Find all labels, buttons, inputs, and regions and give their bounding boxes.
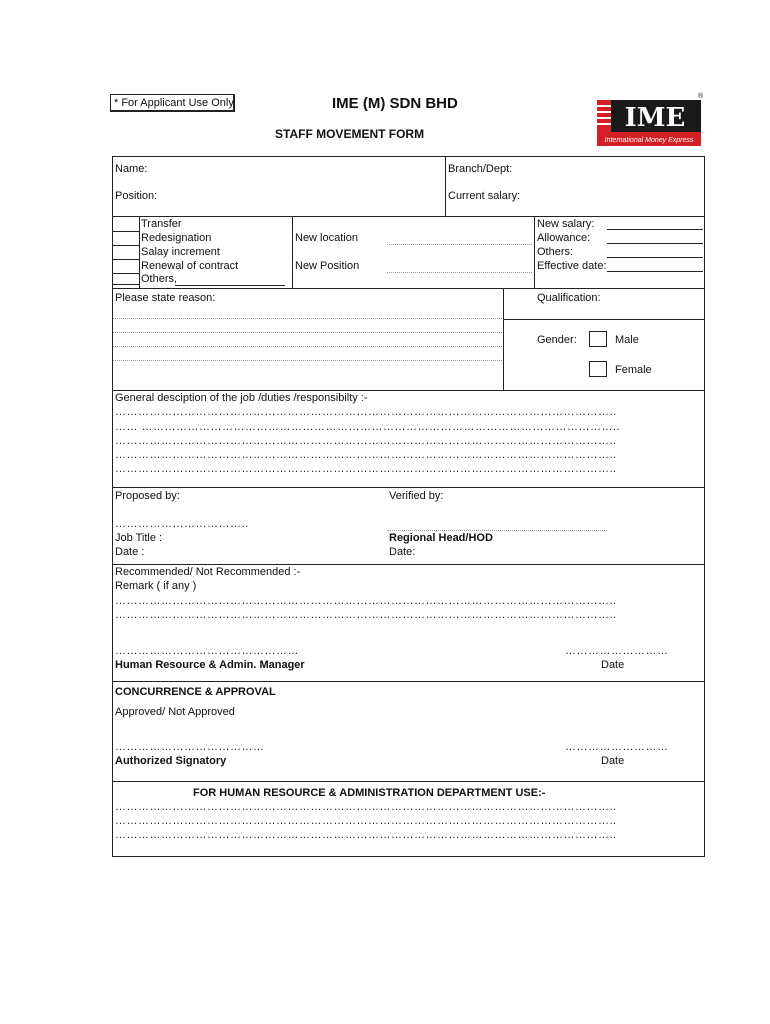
female-checkbox[interactable] [589,361,607,377]
reason-label: Please state reason: [115,292,216,304]
verified-date-label: Date: [389,546,416,558]
remark-line[interactable]: ………………………………………………………………………………………………………………….. [115,609,617,621]
verified-by-label: Verified by: [389,490,444,502]
effective-date-label: Effective date: [537,260,607,272]
remark-line[interactable]: ………………………………………………………………………………………………………………….. [115,595,617,607]
checkbox-others-label: Others, [141,273,178,285]
name-label: Name: [115,163,148,175]
allowance-label: Allowance: [537,232,591,244]
male-checkbox[interactable] [589,331,607,347]
others-field[interactable] [607,257,703,258]
checkbox-redesignation-label: Redesignation [141,232,212,244]
checkbox-transfer-label: Transfer [141,218,182,230]
new-salary-field[interactable] [607,229,703,230]
authorized-signatory-label: Authorized Signatory [115,755,227,767]
divider [112,288,705,289]
reason-line[interactable] [113,318,502,319]
company-name: IME (M) SDN BHD [332,95,458,112]
authorized-signature[interactable]: ………………………………… [115,741,265,753]
divider [112,273,139,274]
recommended-label: Recommended/ Not Recommended :- [115,566,301,578]
gender-label: Gender: [537,334,577,346]
divider [112,781,705,782]
others-salary-label: Others: [537,246,574,258]
divider [292,216,293,288]
divider [139,216,140,288]
date-label: Date : [115,546,145,558]
new-location-label: New location [295,232,358,244]
hr-date-field[interactable]: ……………………… [565,645,669,657]
regional-head-label: Regional Head/HOD [389,532,493,544]
divider [112,231,139,232]
reason-line[interactable] [113,360,502,361]
new-location-field[interactable] [387,244,532,245]
hr-manager-label: Human Resource & Admin. Manager [115,659,305,671]
divider [112,487,705,488]
divider [112,216,705,217]
divider [503,319,705,320]
divider [112,284,139,285]
divider [112,390,705,391]
remark-label: Remark ( if any ) [115,580,197,592]
hr-use-title: FOR HUMAN RESOURCE & ADMINISTRATION DEPARTMENT USE:- [193,787,546,799]
job-line[interactable]: ………………………………………………………………………………………………………………….. [115,463,617,475]
job-line[interactable]: ………………………………………………………………………………………………………………….. [115,435,617,447]
divider [112,259,139,260]
hr-use-line[interactable]: ………………………………………………………………………………………………………………….. [115,815,617,827]
new-salary-label: New salary: [537,218,595,230]
job-line[interactable]: ………………………………………………………………………………………………………………….. [115,406,617,418]
divider [503,288,504,390]
ime-logo [597,96,701,148]
verified-signature[interactable] [387,530,607,531]
ime-logo-graphic [597,96,701,148]
applicant-note: * For Applicant Use Only [114,97,234,109]
divider [112,245,139,246]
authorized-date-label: Date [601,755,625,767]
reason-line[interactable] [113,346,502,347]
concurrence-title: CONCURRENCE & APPROVAL [115,686,276,698]
checkbox-renewal-label: Renewal of contract [141,260,239,272]
hr-date-label: Date [601,659,625,671]
job-title-label: Job Title : [115,532,163,544]
svg-text:IME: IME [624,103,686,133]
divider [534,216,535,288]
registered-mark: ® [698,93,704,100]
job-description-label: General desciption of the job /duties /responsibilty :- [115,392,368,404]
svg-text:International Money Express: International Money Express [604,137,694,144]
approved-label: Approved/ Not Approved [115,706,235,718]
qualification-label: Qualification: [537,292,601,304]
new-position-field[interactable] [387,272,532,273]
others-line[interactable] [175,285,285,286]
checkbox-salary-increment-label: Salay increment [141,246,220,258]
proposed-signature[interactable]: …………………………….. [115,518,249,530]
form-title: STAFF MOVEMENT FORM [275,127,425,141]
hr-use-line[interactable]: ………………………………………………………………………………………………………………….. [115,801,617,813]
new-position-label: New Position [295,260,360,272]
job-line[interactable]: …… …………………………………………………………………………………………………………….. [115,421,621,433]
divider [112,564,705,565]
hr-use-line[interactable]: ………………………………………………………………………………………………………………….. [115,829,617,841]
current-salary-label: Current salary: [448,190,521,202]
applicant-note-box [110,94,235,112]
divider [445,156,446,216]
male-label: Male [615,334,639,346]
authorized-date-field[interactable]: ……………………… [565,741,669,753]
hr-signature[interactable]: ………………………………………… [115,645,299,657]
branch-label: Branch/Dept: [448,163,513,175]
position-label: Position: [115,190,158,202]
job-line[interactable]: ………………………………………………………………………………………………………………….. [115,449,617,461]
reason-line[interactable] [113,332,502,333]
female-label: Female [615,364,652,376]
proposed-by-label: Proposed by: [115,490,180,502]
effective-date-field[interactable] [607,271,703,272]
divider [112,681,705,682]
allowance-field[interactable] [607,243,703,244]
